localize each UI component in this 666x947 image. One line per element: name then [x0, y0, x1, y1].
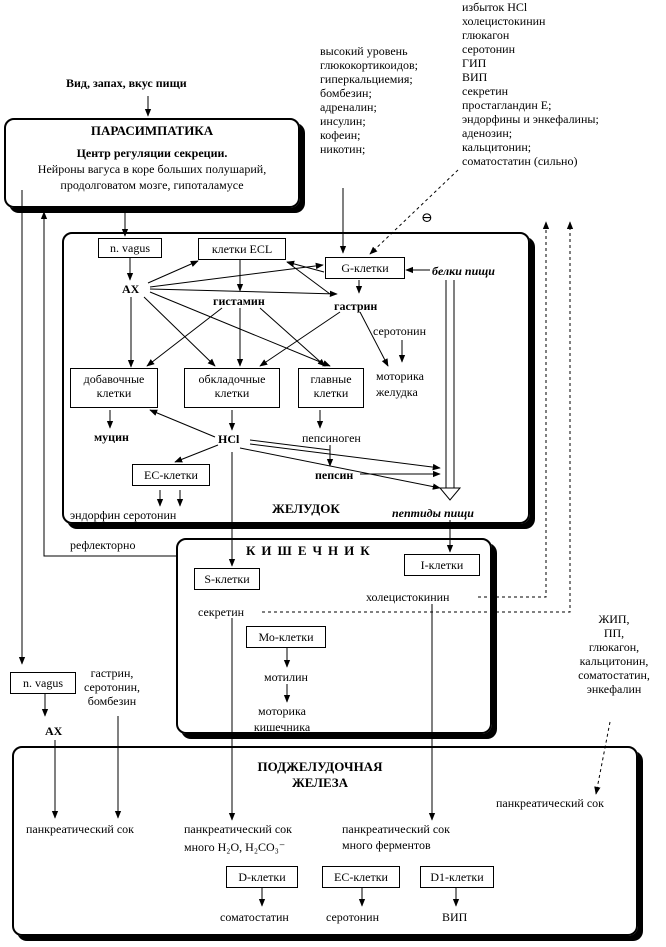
parasympathetic-line-2: продолговатом мозге, гипоталамусе: [60, 178, 244, 192]
g-inhibitor-item: простагландин E;: [462, 98, 552, 112]
stomach-motility-label-1: моторика: [376, 369, 424, 383]
i-cells-box: I-клетки: [404, 554, 480, 576]
g-stimulator-item: никотин;: [320, 142, 366, 156]
stomach-ach-label: АХ: [122, 282, 140, 296]
g-stimulator-item: адреналин;: [320, 100, 377, 114]
chief-cells-label-1: главные: [310, 372, 352, 386]
reflex-label: рефлекторно: [70, 538, 136, 552]
intestine-motility-label-2: кишечника: [253, 720, 311, 734]
pancreas-somatostatin-label: соматостатин: [220, 910, 289, 924]
food-stimulus-label: Вид, запах, вкус пищи: [66, 76, 187, 90]
g-stimulator-item: бомбезин;: [320, 86, 372, 100]
g-inhibitor-item: кальцитонин;: [462, 140, 532, 154]
g-stimulator-item: инсулин;: [320, 114, 366, 128]
parietal-cells-label-1: обкладочные: [198, 372, 266, 386]
g-inhibitor-item: секретин: [462, 84, 509, 98]
g-stimulator-item: кофеин;: [320, 128, 361, 142]
mucin-label: муцин: [94, 430, 129, 444]
right-inhibitor-item: соматостатин,: [578, 668, 650, 682]
parasympathetic-title: ПАРАСИМПАТИКА: [90, 123, 214, 138]
parietal-cells-label-2: клетки: [214, 386, 250, 400]
pancreatic-juice-mid: панкреатический сок: [184, 822, 292, 836]
pancreas-d1-cells-box: D1-клетки: [420, 866, 494, 888]
cholecystokinin-label: холецистокинин: [366, 590, 450, 604]
g-inhibitor-item: ГИП: [462, 56, 487, 70]
motilin-label: мотилин: [264, 670, 308, 684]
food-proteins-label: белки пищи: [432, 264, 495, 278]
pancreatic-juice-left: панкреатический сок: [26, 822, 134, 836]
pepsinogen-label: пепсиноген: [302, 431, 361, 445]
pancreas-title-1: ПОДЖЕЛУДОЧНАЯ: [257, 759, 383, 774]
g-cells-box: G-клетки: [325, 257, 405, 279]
g-stimulators-list: [320, 44, 418, 156]
accessory-cells-label-1: добавочные: [83, 372, 145, 386]
left-ach-label: АХ: [45, 724, 63, 738]
pancreas-ec-cells-box: EC-клетки: [322, 866, 400, 888]
pepsin-label: пепсин: [315, 468, 354, 482]
right-inhibitor-item: энкефалин: [586, 682, 642, 696]
mo-cells-box: Мо-клетки: [246, 626, 326, 648]
right-inhibitor-item: кальцитонин,: [579, 654, 649, 668]
g-stimulator-item: высокий уровень: [320, 44, 408, 58]
g-stimulator-item: глюкокортикоидов;: [320, 58, 418, 72]
right-inhibitor-item: ЖИП,: [598, 612, 630, 626]
left-stimulator-item: гастрин,: [90, 666, 134, 680]
g-inhibitor-item: избыток HCl: [462, 0, 528, 14]
inhibition-minus-icon: ⊖: [421, 211, 433, 226]
parasympathetic-line-1: Нейроны вагуса в коре больших полушарий,: [37, 162, 267, 176]
left-stimulators-list: [84, 666, 140, 708]
g-inhibitor-item: эндорфины и энкефалины;: [462, 112, 599, 126]
right-inhibitors-list: [566, 612, 662, 696]
hcl-label: HCl: [218, 432, 240, 446]
left-stimulator-item: бомбезин: [87, 694, 137, 708]
pancreas-vip-label: ВИП: [442, 910, 468, 924]
parietal-cells-box: [184, 368, 280, 408]
g-inhibitor-item: холецистокинин: [462, 14, 546, 28]
stomach-serotonin-label: серотонин: [373, 324, 426, 338]
intestine-label: КИШЕЧНИК: [246, 543, 376, 558]
g-inhibitor-item: ВИП: [462, 70, 488, 84]
g-stimulator-item: гиперкальциемия;: [320, 72, 413, 86]
endorphin-serotonin-label: эндорфин серотонин: [70, 508, 177, 522]
pancreatic-juice-enzymes: панкреатический сок: [342, 822, 450, 836]
food-peptides-label: пептиды пищи: [392, 506, 474, 520]
pancreas-serotonin-label: серотонин: [326, 910, 379, 924]
stomach-ec-cells-box: EC-клетки: [132, 464, 210, 486]
stomach-vagus-box: n. vagus: [98, 238, 162, 258]
pancreas-title-2: ЖЕЛЕЗА: [291, 775, 349, 790]
g-inhibitor-item: глюкагон: [462, 28, 510, 42]
left-vagus-box: n. vagus: [10, 672, 76, 694]
pancreatic-juice-right: панкреатический сок: [496, 796, 604, 810]
histamine-label: гистамин: [213, 294, 265, 308]
g-inhibitors-list: [462, 0, 599, 168]
secretin-label: секретин: [198, 605, 245, 619]
pancreatic-juice-mid-sub: много H₂O, H₂CO₃⁻: [184, 840, 286, 854]
g-inhibitor-item: аденозин;: [462, 126, 513, 140]
chief-cells-box: [298, 368, 364, 408]
g-inhibitor-item: серотонин: [462, 42, 515, 56]
right-inhibitor-item: глюкагон,: [588, 640, 640, 654]
intestine-motility-label-1: моторика: [258, 704, 306, 718]
pancreatic-juice-enzymes-sub: много ферментов: [342, 838, 431, 852]
s-cells-box: S-клетки: [194, 568, 260, 590]
pancreas-d-cells-box: D-клетки: [226, 866, 298, 888]
left-stimulator-item: серотонин,: [84, 680, 140, 694]
g-inhibitor-item: соматостатин (сильно): [462, 154, 578, 168]
accessory-cells-label-2: клетки: [96, 386, 132, 400]
stomach-motility-label-2: желудка: [376, 385, 418, 399]
accessory-cells-box: [70, 368, 158, 408]
parasympathetic-subtitle: Центр регуляции секреции.: [76, 146, 228, 160]
gastrin-label: гастрин: [334, 299, 378, 313]
right-inhibitor-item: ПП,: [603, 626, 625, 640]
chief-cells-label-2: клетки: [313, 386, 349, 400]
ecl-cells-box: клетки ECL: [198, 238, 286, 260]
stomach-label: ЖЕЛУДОК: [272, 501, 340, 516]
